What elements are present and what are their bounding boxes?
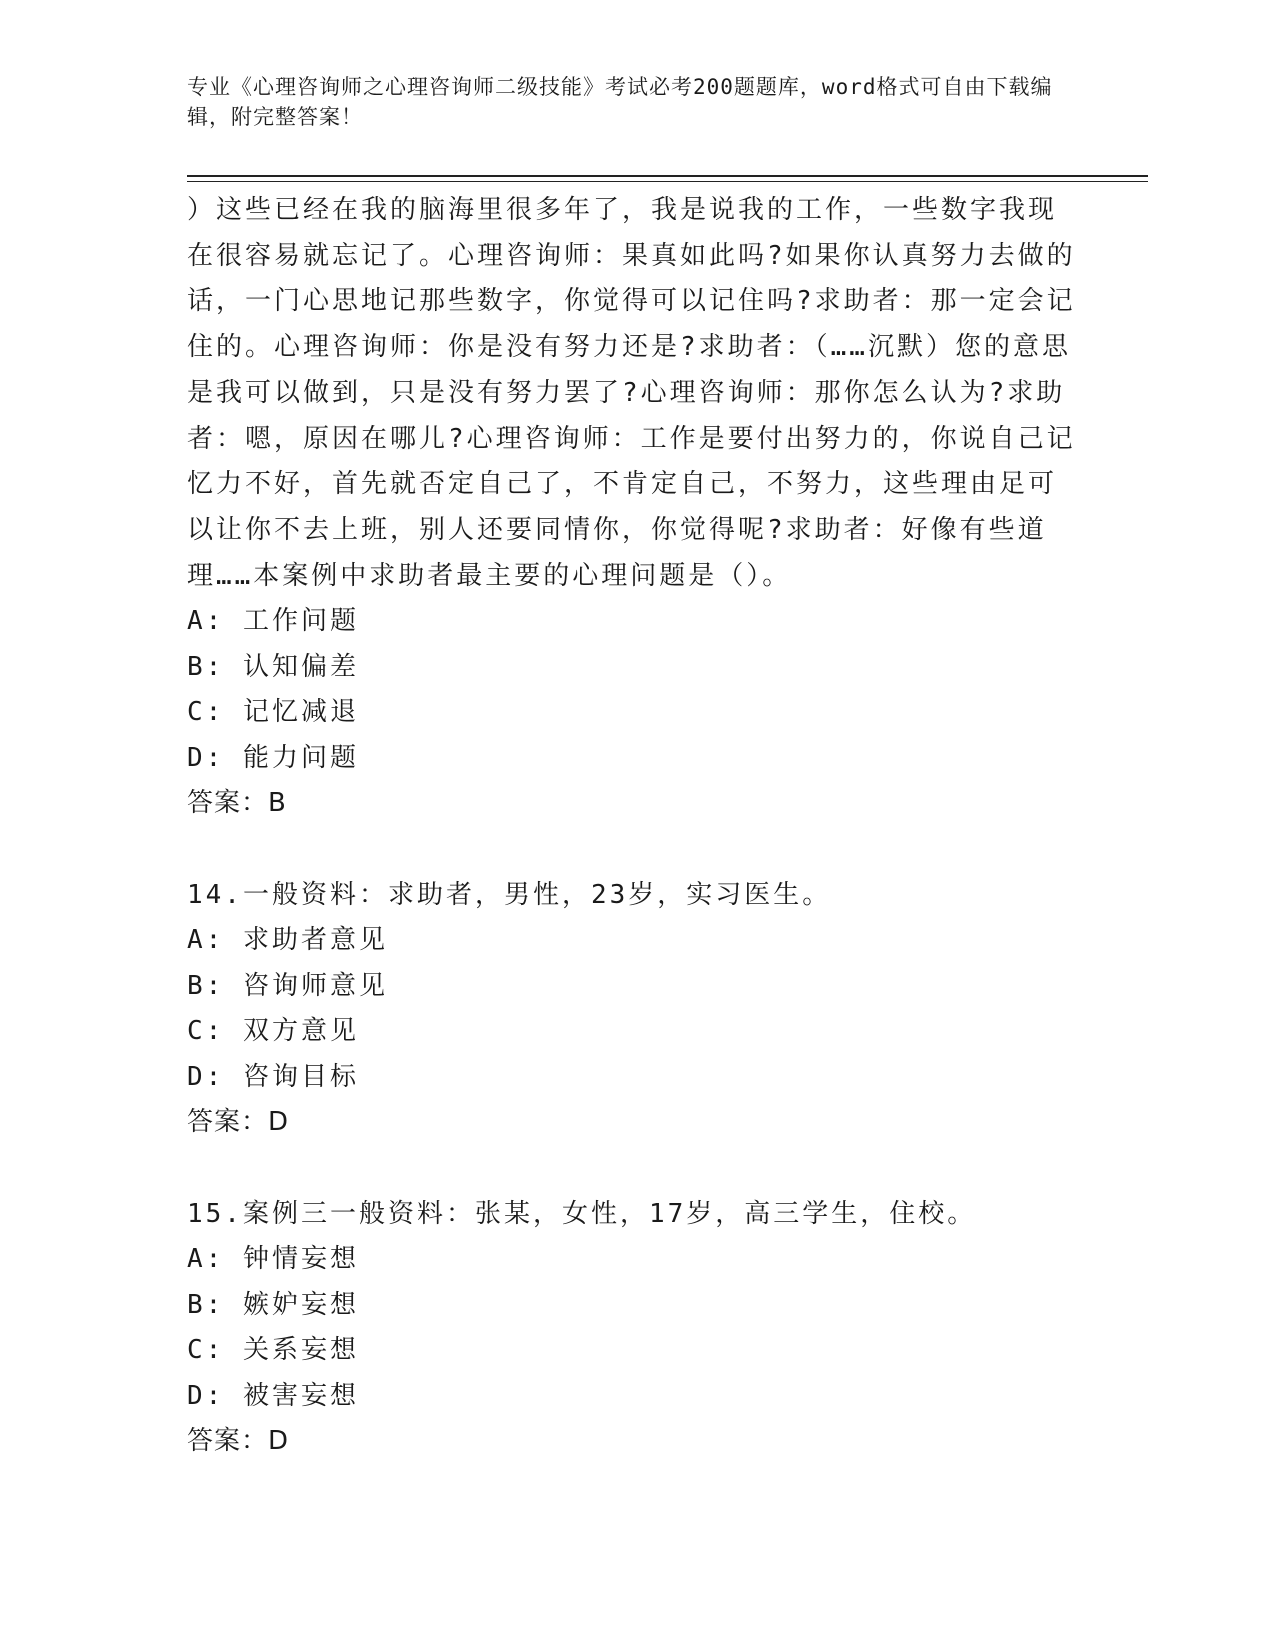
option-a: A: 钟情妄想 — [187, 1244, 359, 1275]
option-d: D: 能力问题 — [187, 742, 359, 773]
option-d: D: 被害妄想 — [187, 1380, 359, 1411]
option-b: B: 咨询师意见 — [187, 970, 388, 1001]
option-c: C: 记忆减退 — [187, 697, 359, 728]
option-a: A: 求助者意见 — [187, 925, 388, 956]
option-d: D: 咨询目标 — [187, 1061, 359, 1092]
question-stem: 14.一般资料：求助者，男性，23岁，实习医生。 — [187, 879, 832, 910]
answer-line: 答案：D — [187, 1426, 290, 1457]
option-a: A: 工作问题 — [187, 606, 359, 637]
option-b: B: 嫉妒妄想 — [187, 1289, 359, 1320]
question-15 — [187, 1192, 1077, 1465]
document-header: 专业《心理咨询师之心理咨询师二级技能》考试必考200题题库，word格式可自由下载编辑，附完整答案！ — [187, 75, 1053, 129]
answer-line: 答案：B — [187, 788, 287, 819]
question-stem: 15.案例三一般资料：张某，女性，17岁，高三学生，住校。 — [187, 1198, 977, 1229]
question-stem: ）这些已经在我的脑海里很多年了，我是说我的工作，一些数字我现在很容易就忘记了。心理咨询师：果真如此吗?如果你认真努力去做的话，一门心思地记那些数字，你觉得可以记住吗?求助者：那一定会记住的。心理咨询师：你是没有努力还是?求助者：（……沉默）您的意思是我可以做到，只是没有努力罢了?心理咨询师：那你怎么认为?求助者：嗯，原因在哪儿?心理咨询师：工作是要付出努力的，你说自己记忆力不好，首先就否定自己了，不肯定自己，不努力，这些理由足可以让你不去上班，别人还要同情你，你觉得呢?求助者：好像有些道理……本案例中求助者最主要的心理问题是（）。 — [187, 195, 1076, 591]
header-rule-thin — [187, 181, 1148, 182]
header-rule-thick — [187, 175, 1148, 177]
option-c: C: 关系妄想 — [187, 1335, 359, 1366]
option-c: C: 双方意见 — [187, 1016, 359, 1047]
answer-line: 答案：D — [187, 1107, 290, 1138]
question-14 — [187, 873, 1077, 1146]
document-body — [187, 188, 1077, 1465]
option-b: B: 认知偏差 — [187, 651, 359, 682]
question-13 — [187, 188, 1077, 827]
